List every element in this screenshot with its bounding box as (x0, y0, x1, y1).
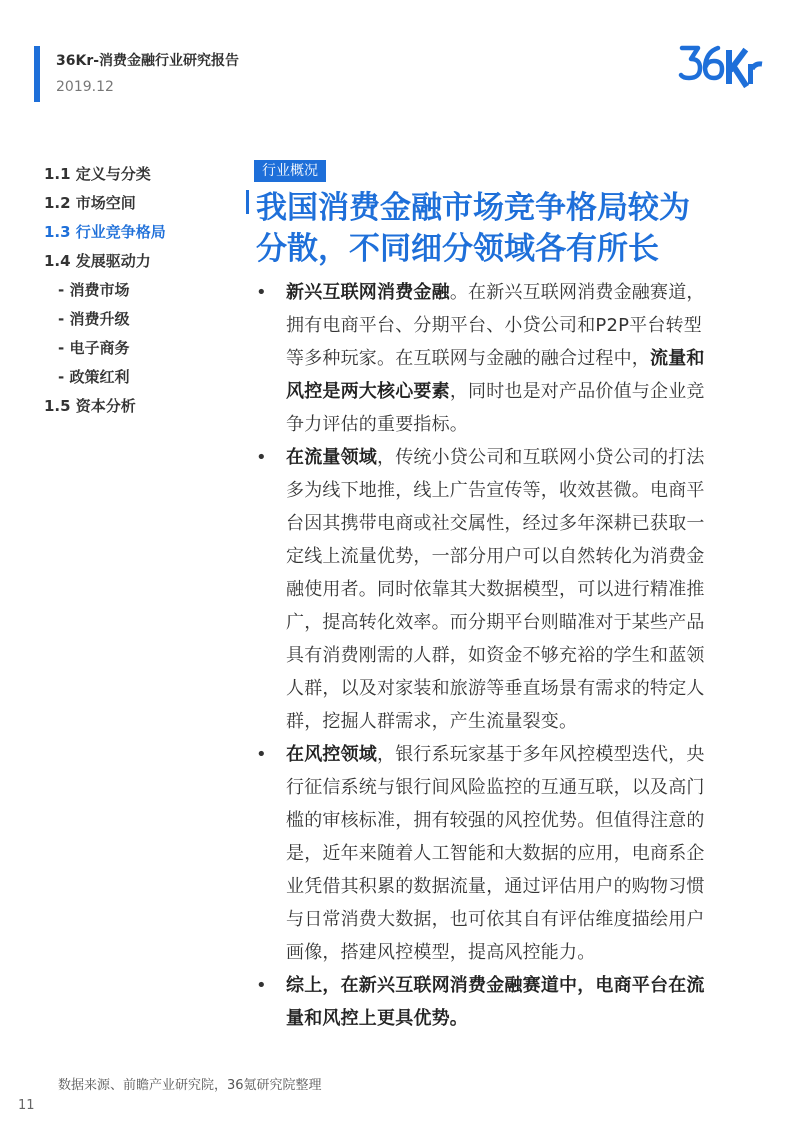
bullet-text-segment: ，银行系玩家基于多年风控模型迭代，央 (377, 744, 705, 765)
bullet-list (256, 276, 730, 1035)
bullet-text (286, 738, 730, 969)
bullet-text-line: 与日常消费大数据，也可依其自有评估维度描绘用户 (286, 909, 705, 930)
headline-accent-bar (246, 190, 249, 214)
headline-line-2: 分散，不同细分领域各有所长 (256, 231, 659, 267)
bullet-text-line: 定线上流量优势，一部分用户可以自然转化为消费金 (286, 546, 705, 567)
report-title: 36Kr-消费金融行业研究报告 (56, 53, 240, 69)
bullet-text-line: 拥有电商平台、分期平台、小贷公司和P2P平台转型 (286, 315, 702, 336)
bullet-text-line: 广，提高转化效率。而分期平台则瞄准对于某些产品 (286, 612, 705, 633)
bullet-text-line: 人群，以及对家装和旅游等垂直场景有需求的特定人 (286, 678, 705, 699)
toc-item-1-5[interactable]: 1.5 资本分析 (44, 397, 136, 415)
bullet-bold-text: 综上，在新兴互联网消费金融赛道中，电商平台在流 (286, 975, 705, 996)
bullet-text-line: 争力评估的重要指标。 (286, 414, 468, 435)
bullet-text-segment: 等多种玩家。在互联网与金融的融合过程中， (286, 348, 650, 369)
bullet-item-risk-control (256, 738, 730, 969)
bullet-text-line: 槛的审核标准，拥有较强的风控优势。但值得注意的 (286, 810, 705, 831)
bullet-dot: • (256, 282, 267, 303)
bullet-text-line: 多为线下地推，线上广告宣传等，收效甚微。电商平 (286, 480, 705, 501)
toc-item-consumption-upgrade[interactable]: - 消费升级 (58, 310, 130, 328)
toc-item-1-4[interactable]: 1.4 发展驱动力 (44, 252, 151, 270)
bullet-text-line: 群，挖掘人群需求，产生流量裂变。 (286, 711, 578, 732)
bullet-text (286, 969, 730, 1035)
bullet-dot: • (256, 975, 267, 996)
bullet-item-traffic (256, 441, 730, 738)
brand-logo (678, 40, 764, 90)
logo-36kr-icon (678, 40, 764, 90)
bullet-item-internet-consumer-finance (256, 276, 730, 441)
bullet-text-segment: 。在新兴互联网消费金融赛道， (449, 282, 705, 303)
bullet-bold-text: 风控是两大核心要素 (286, 381, 450, 402)
bullet-dot: • (256, 744, 267, 765)
bullet-dot: • (256, 447, 267, 468)
header-accent-bar (34, 46, 40, 102)
bullet-text-line: 是，近年来随着人工智能和大数据的应用，电商系企 (286, 843, 705, 864)
bullet-text-segment: ，同时也是对产品价值与企业竞 (449, 381, 705, 402)
table-of-contents (44, 160, 234, 421)
headline-line-1: 我国消费金融市场竞争格局较为 (256, 190, 690, 226)
bullet-text (286, 441, 730, 738)
bullet-text-line: 业凭借其积累的数据流量，通过评估用户的购物习惯 (286, 876, 705, 897)
data-source-note: 数据来源、前瞻产业研究院，36氪研究院整理 (58, 1078, 322, 1093)
bullet-bold-text: 在风控领域 (286, 744, 377, 765)
section-tag: 行业概况 (254, 160, 326, 182)
bullet-text-line: 画像，搭建风控模型，提高风控能力。 (286, 942, 596, 963)
bullet-text-line: 融使用者。同时依靠其大数据模型，可以进行精准推 (286, 579, 705, 600)
bullet-text-line: 台因其携带电商或社交属性，经过多年深耕已获取一 (286, 513, 705, 534)
bullet-item-conclusion (256, 969, 730, 1035)
bullet-bold-text: 流量和 (650, 348, 705, 369)
toc-item-1-1[interactable]: 1.1 定义与分类 (44, 165, 151, 183)
bullet-text-line: 行征信系统与银行间风险监控的互通互联，以及高门 (286, 777, 705, 798)
toc-item-ecommerce[interactable]: - 电子商务 (58, 339, 130, 357)
bullet-text (286, 276, 730, 441)
bullet-bold-text: 量和风控上更具优势。 (286, 1008, 468, 1029)
bullet-bold-text: 在流量领域 (286, 447, 377, 468)
bullet-text-segment: ，传统小贷公司和互联网小贷公司的打法 (377, 447, 705, 468)
bullet-bold-text: 新兴互联网消费金融 (286, 282, 450, 303)
toc-item-policy-dividend[interactable]: - 政策红利 (58, 368, 130, 386)
toc-item-consumer-market[interactable]: - 消费市场 (58, 281, 130, 299)
toc-item-1-3[interactable]: 1.3 行业竞争格局 (44, 223, 166, 241)
bullet-text-line: 具有消费刚需的人群，如资金不够充裕的学生和蓝领 (286, 645, 705, 666)
report-date: 2019.12 (56, 79, 114, 95)
page-headline (256, 188, 726, 270)
page-number: 11 (18, 1098, 35, 1113)
toc-item-1-2[interactable]: 1.2 市场空间 (44, 194, 136, 212)
